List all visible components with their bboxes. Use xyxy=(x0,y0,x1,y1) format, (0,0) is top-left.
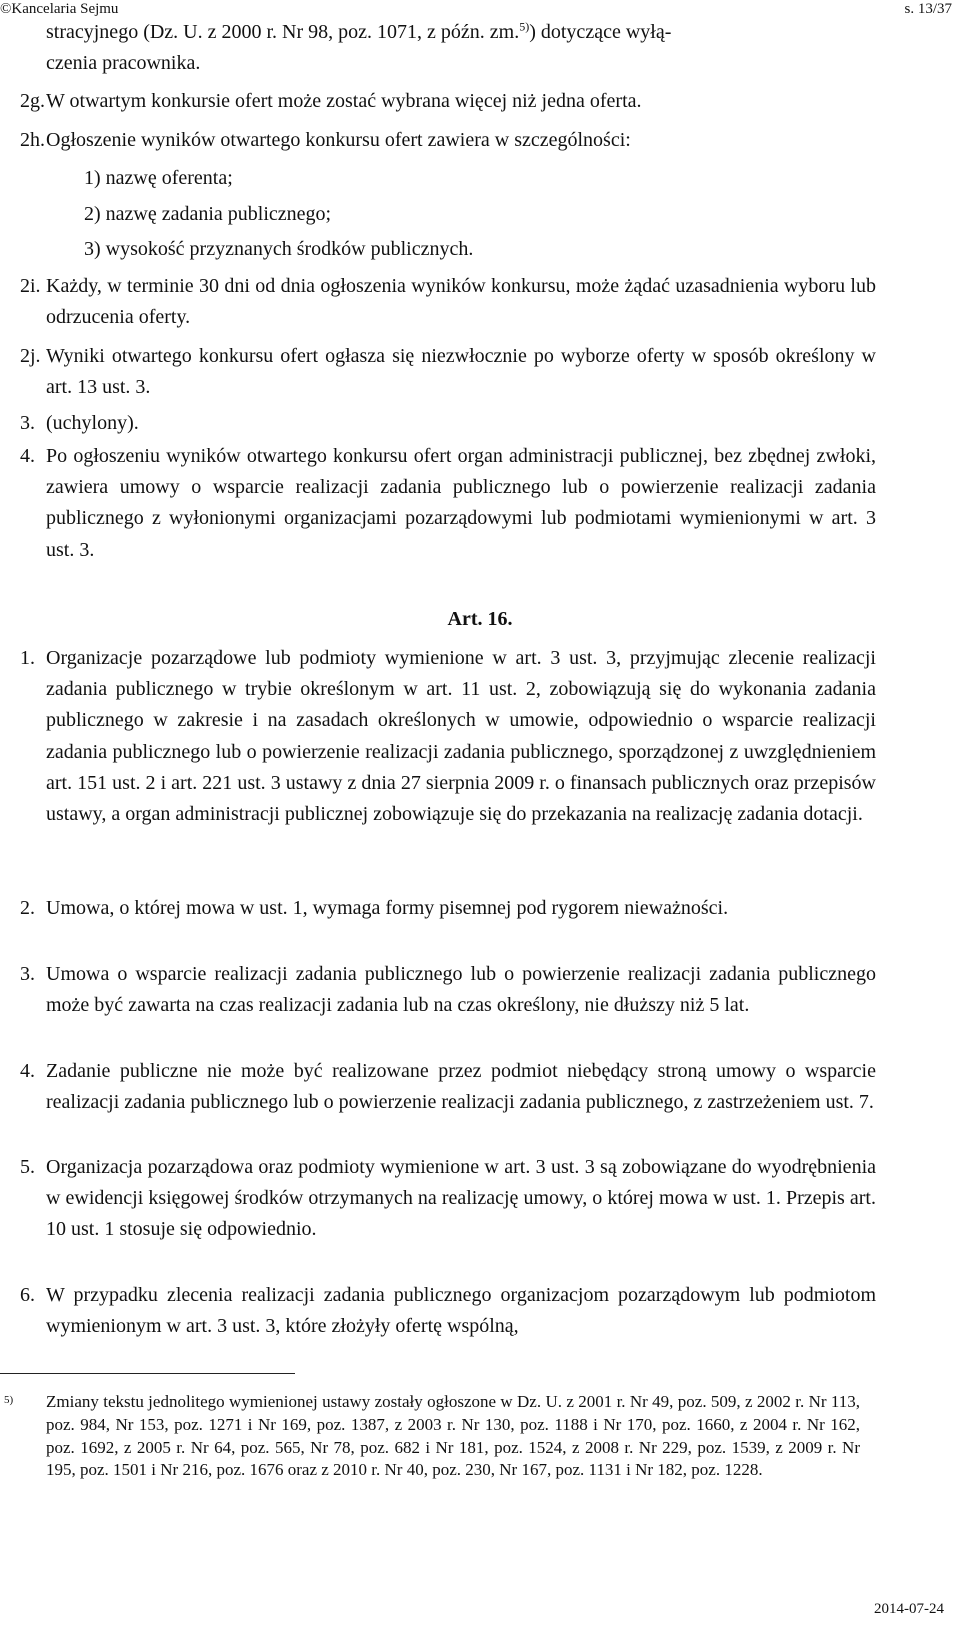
paragraph-number: 6. xyxy=(20,1284,35,1306)
paragraph-number: 1. xyxy=(20,647,35,669)
footer-date: 2014-07-24 xyxy=(874,1601,944,1617)
paragraph-number: 2j. xyxy=(20,345,41,367)
article-paragraph-3 xyxy=(0,959,876,1021)
paragraph-2h xyxy=(0,125,876,156)
paragraph-text: Ogłoszenie wyników otwartego konkursu ofert zawiera w szczególności: xyxy=(46,129,631,151)
paragraph-text: W otwartym konkursie ofert może zostać wybrana więcej niż jedna oferta. xyxy=(46,90,642,112)
continued-line-1-text: stracyjnego (Dz. U. z 2000 r. Nr 98, poz. 1071, z późn. zm. xyxy=(46,21,520,43)
article-paragraph-6 xyxy=(0,1280,876,1342)
continued-line-1-end: ) dotyczące wyłą- xyxy=(529,21,672,43)
paragraph-4 xyxy=(0,441,876,566)
paragraph-number: 3. xyxy=(20,412,35,434)
paragraph-text: Organizacje pozarządowe lub podmioty wymienione w art. 3 ust. 3, przyjmując zlecenie realizacji zadania publicznego w trybie określonym w art. 11 ust. 2, zobowiązują się do wykonania zadania publicznego w zakresie i na zasadach określonych w umowie, odpowiednio o wsparcie realizacji zadania publicznego lub o powierzenie realizacji zadania publicznego, sporządzonej z uwzględnieniem art. 151 ust. 2 i art. 221 ust. 3 ustawy z dnia 27 sierpnia 2009 r. o finansach publicznych oraz przepisów ustawy, a organ administracji publicznej zobowiązuje się do przekazania na realizację zadania dotacji. xyxy=(46,647,876,826)
footnote-separator xyxy=(0,1373,295,1374)
paragraph-number: 2h. xyxy=(20,129,45,151)
list-item: 3) wysokość przyznanych środków publicznych. xyxy=(84,238,474,260)
paragraph-text: Umowa o wsparcie realizacji zadania publicznego lub o powierzenie realizacji zadania publicznego może być zawarta na czas realizacji zadania lub na czas określony, nie dłuższy niż 5 lat. xyxy=(46,963,876,1017)
footnote-text: Zmiany tekstu jednolitego wymienionej ustawy zostały ogłoszone w Dz. U. z 2001 r. Nr 49, poz. 509, z 2002 r. Nr 113, poz. 984, Nr 153, poz. 1271 i Nr 169, poz. 1387, z 2003 r. Nr 130, poz. 1188 i Nr 170, poz. 1660, z 2004 r. Nr 162, poz. 1692, z 2005 r. Nr 64, poz. 565, Nr 78, poz. 682 i Nr 181, poz. 1524, z 2008 r. Nr 229, poz. 1539, z 2009 r. Nr 195, poz. 1501 i Nr 216, poz. 1676 oraz z 2010 r. Nr 40, poz. 230, Nr 167, poz. 1131 i Nr 182, poz. 1228. xyxy=(46,1392,860,1480)
list-item: 2) nazwę zadania publicznego; xyxy=(84,203,332,225)
paragraph-number: 2. xyxy=(20,897,35,919)
page-header-source: ©Kancelaria Sejmu xyxy=(0,1,119,17)
footnote-mark: 5) xyxy=(4,1394,14,1406)
paragraph-text: Zadanie publiczne nie może być realizowane przez podmiot niebędący stroną umowy o wsparcie realizacji zadania publicznego lub o powierzenie realizacji zadania publicznego, z zastrzeżeniem ust. 7. xyxy=(46,1060,876,1114)
continued-line-2: czenia pracownika. xyxy=(46,52,201,74)
article-paragraph-5 xyxy=(0,1152,876,1246)
article-paragraph-1 xyxy=(0,643,876,830)
paragraph-2i xyxy=(0,271,876,333)
paragraph-number: 4. xyxy=(20,445,35,467)
paragraph-3 xyxy=(0,408,876,439)
paragraph-number: 2i. xyxy=(20,275,41,297)
paragraph-number: 2g. xyxy=(20,90,45,112)
paragraph-text: W przypadku zlecenia realizacji zadania publicznego organizacjom pozarządowym lub podmiotom wymienionym w art. 3 ust. 3, które złożyły ofertę wspólną, xyxy=(46,1284,876,1338)
list-item: 1) nazwę oferenta; xyxy=(84,167,233,189)
article-title: Art. 16. xyxy=(447,608,513,630)
footnote xyxy=(0,1391,860,1482)
paragraph-text: Po ogłoszeniu wyników otwartego konkursu ofert organ administracji publicznej, bez zbędnej zwłoki, zawiera umowy o wsparcie realizacji zadania publicznego lub o powierzenie realizacji zadania publicznego z wyłonionymi organizacjami pozarządowymi lub podmiotami wymienionymi w art. 3 ust. 3. xyxy=(46,445,876,561)
paragraph-text: Umowa, o której mowa w ust. 1, wymaga formy pisemnej pod rygorem nieważności. xyxy=(46,897,729,919)
paragraph-number: 3. xyxy=(20,963,35,985)
paragraph-number: 5. xyxy=(20,1156,35,1178)
paragraph-number: 4. xyxy=(20,1060,35,1082)
article-paragraph-2 xyxy=(0,893,876,924)
paragraph-text: Każdy, w terminie 30 dni od dnia ogłoszenia wyników konkursu, może żądać uzasadnienia wyboru lub odrzucenia oferty. xyxy=(46,275,876,329)
article-paragraph-4 xyxy=(0,1056,876,1118)
footnote-ref-5[interactable]: 5) xyxy=(519,19,530,34)
paragraph-text: Wyniki otwartego konkursu ofert ogłasza się niezwłocznie po wyborze oferty w sposób określony w art. 13 ust. 3. xyxy=(46,345,876,399)
paragraph-text: Organizacja pozarządowa oraz podmioty wymienione w art. 3 ust. 3 są zobowiązane do wyodrębnienia w ewidencji księgowej środków otrzymanych na realizację umowy, o której mowa w ust. 1. Przepis art. 10 ust. 1 stosuje się odpowiednio. xyxy=(46,1156,876,1241)
paragraph-2g xyxy=(0,86,876,117)
continued-line-1 xyxy=(46,17,870,48)
page-number: s. 13/37 xyxy=(904,1,952,17)
paragraph-text: (uchylony). xyxy=(46,412,139,434)
paragraph-2j xyxy=(0,341,876,403)
